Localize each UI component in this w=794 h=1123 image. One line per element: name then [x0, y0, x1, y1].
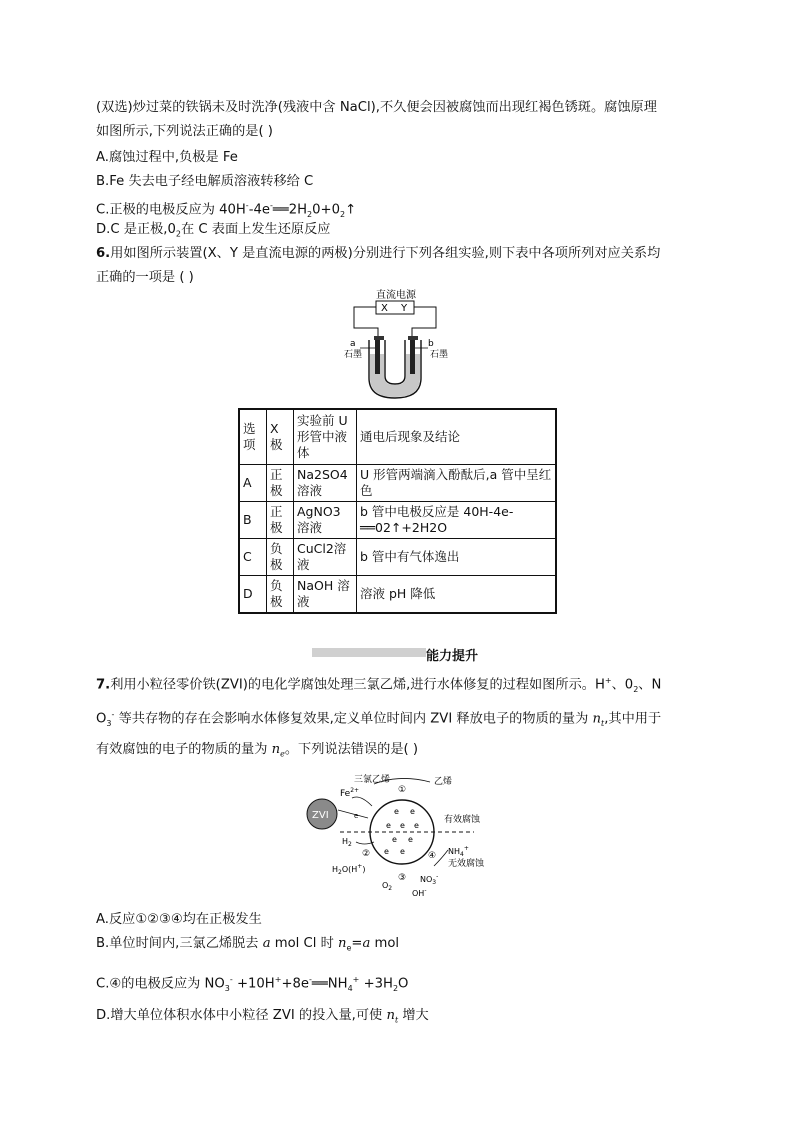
section-bar [312, 648, 426, 657]
q6-stem-line2: 正确的一项是 ( ) [96, 270, 194, 285]
q7-option-c: C.④的电极反应为 $NO_3^-$ $+10H^++8e^-══NH_4^+ +3H_2O$ [96, 975, 409, 994]
table-header-row [239, 409, 556, 465]
q5-option-b: B.Fe 失去电子经电解质溶液转移给 C [96, 174, 314, 189]
u-tube-apparatus-figure [340, 286, 460, 404]
oh-label: OH- [412, 887, 427, 898]
header-result: 通电后现象及结论 [357, 409, 557, 465]
zvi-corrosion-figure [302, 770, 502, 898]
table-row [239, 539, 556, 576]
power-source-label: 直流电源 [376, 290, 416, 301]
h2o-label: $H_2O(H^+)$ [332, 863, 366, 876]
no3-label: $NO_3^-$ [420, 873, 439, 886]
q7-option-a: A.反应①②③④均在正极发生 [96, 912, 262, 927]
svg-text:e: e [386, 821, 391, 830]
svg-text:e: e [400, 847, 405, 856]
graphite-electrode-b [410, 340, 415, 374]
q5-stem-line1: (双选)炒过菜的铁锅未及时洗净(残液中含 NaCl),不久便会因被腐蚀而出现红褐色锈斑。腐蚀原理 [96, 100, 657, 115]
row-liquid: Na2SO4溶液 [294, 465, 357, 502]
row-liquid: AgNO3溶液 [294, 502, 357, 539]
x-terminal-label: X [381, 303, 388, 314]
q5-option-c: C.正极的电极反应为 $40H^--4e^-══2H_20+0_2↑$ [96, 201, 357, 220]
q7-stem-line1: 7.利用小粒径零价铁(ZVI)的电化学腐蚀处理三氯乙烯,进行水体修复的过程如图所示。H+、$0_2$、N [96, 676, 662, 695]
electrode-b-label: b [428, 339, 434, 349]
svg-text:e: e [392, 835, 397, 844]
header-x-pole: X 极 [267, 409, 294, 465]
right-graphite-label: 石墨 [430, 350, 449, 360]
reaction-2-label: ② [362, 849, 371, 859]
electrode-a-label: a [350, 339, 356, 349]
row-result: U 形管两端滴入酚酞后,a 管中呈红色 [357, 465, 557, 502]
header-option: 选项 [239, 409, 267, 465]
q7-option-d: D.增大单位体积水体中小粒径 ZVI 的投入量,可使 $n_t$ 增大 [96, 1008, 429, 1025]
q5-stem-line2: 如图所示,下列说法正确的是( ) [96, 124, 273, 139]
row-liquid: NaOH 溶液 [294, 576, 357, 614]
graphite-electrode-a [375, 340, 380, 374]
row-option: A [239, 465, 267, 502]
fe-ion-label: $Fe^{2+}$ [340, 787, 360, 799]
table-row [239, 465, 556, 502]
svg-text:e: e [414, 821, 419, 830]
tce-label: 三氯乙烯 [354, 775, 391, 785]
table-row [239, 576, 556, 614]
row-x-pole: 负极 [267, 576, 294, 614]
q5-option-a: A.腐蚀过程中,负极是 Fe [96, 150, 238, 165]
q7-option-b: B.单位时间内,三氯乙烯脱去 a mol Cl 时 $n_e=a$ mol [96, 936, 400, 953]
q5-option-d: D.C 是正极$,0_2$在 C 表面上发生还原反应 [96, 222, 331, 239]
svg-text:e: e [384, 847, 389, 856]
row-x-pole: 正极 [267, 502, 294, 539]
reaction-1-label: ① [398, 785, 407, 795]
zvi-label: ZVI [312, 810, 329, 821]
reaction-3-label: ③ [398, 873, 407, 883]
row-liquid: CuCl2溶液 [294, 539, 357, 576]
row-option: B [239, 502, 267, 539]
row-option: C [239, 539, 267, 576]
row-x-pole: 正极 [267, 465, 294, 502]
section-title: 能力提升 [426, 649, 479, 664]
left-graphite-label: 石墨 [344, 350, 363, 360]
row-x-pole: 负极 [267, 539, 294, 576]
q7-stem-line2: $O_3^-$ 等共存物的存在会影响水体修复效果,定义单位时间内 ZVI 释放电子的物质的量为 $n_t$,其中用于 [96, 710, 662, 729]
row-option: D [239, 576, 267, 614]
row-result: b 管中有气体逸出 [357, 539, 557, 576]
row-result: b 管中电极反应是 40H-4e-══02↑+2H2O [357, 502, 557, 539]
nh4-label: $NH_4^+$ [448, 845, 469, 858]
ineffective-corrosion-label: 无效腐蚀 [448, 859, 485, 869]
q6-options-table [238, 408, 557, 614]
q7-stem-line3: 有效腐蚀的电子的物质的量为 $n_e$。下列说法错误的是( ) [96, 742, 419, 759]
table-row [239, 502, 556, 539]
svg-text:e: e [394, 807, 399, 816]
svg-text:e: e [400, 821, 405, 830]
h2-label: $H_2$ [342, 837, 352, 848]
row-result: 溶液 pH 降低 [357, 576, 557, 614]
svg-text:e: e [408, 835, 413, 844]
o2-label: $O_2$ [382, 881, 393, 892]
ethylene-label: 乙烯 [434, 777, 453, 787]
y-terminal-label: Y [401, 303, 408, 314]
svg-text:e: e [354, 812, 359, 820]
svg-text:e: e [410, 807, 415, 816]
q6-stem-line1: 6.用如图所示装置(X、Y 是直流电源的两极)分别进行下列各组实验,则下表中各项所列对应关系均 [96, 246, 661, 261]
reaction-4-label: ④ [428, 851, 437, 861]
effective-corrosion-label: 有效腐蚀 [444, 815, 481, 825]
header-liquid: 实验前 U 形管中液体 [294, 409, 357, 465]
